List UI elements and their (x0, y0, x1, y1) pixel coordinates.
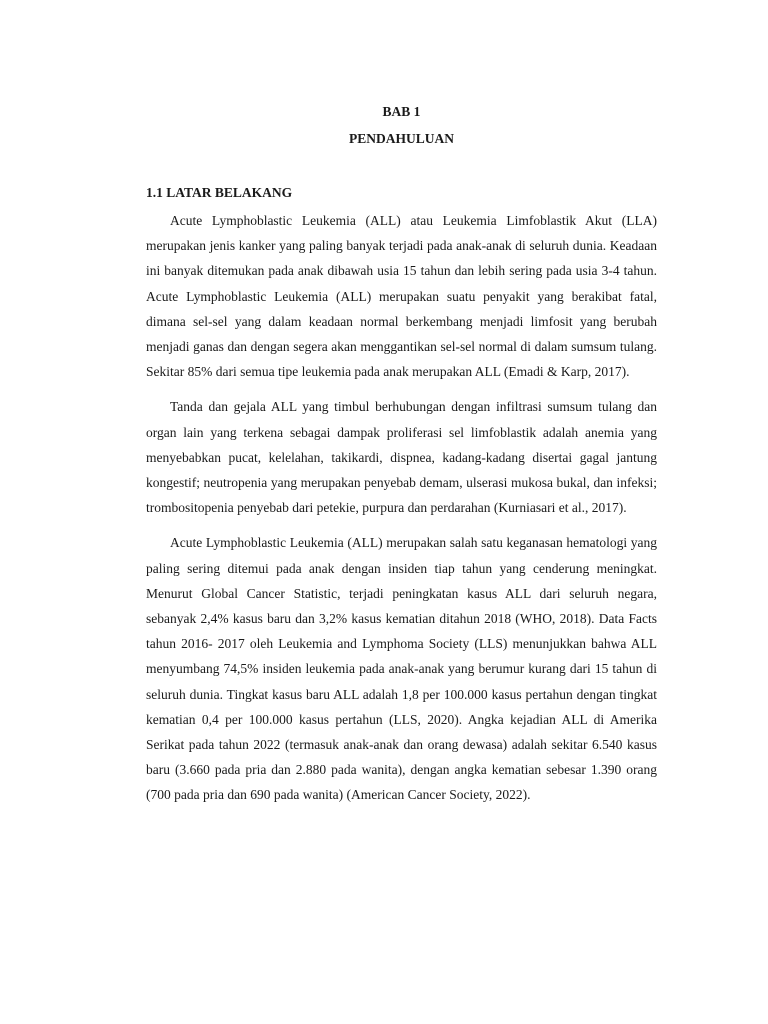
paragraph-3: Acute Lymphoblastic Leukemia (ALL) merupakan salah satu keganasan hematologi yang paling sering ditemui pada anak dengan insiden tiap tahun yang cenderung meningkat. Menurut Global Cancer Statistic, terjadi peningkatan kasus ALL dari seluruh negara, sebanyak 2,4% kasus baru dan 3,2% kasus kematian ditahun 2018 (WHO, 2018). Data Facts tahun 2016- 2017 oleh Leukemia and Lymphoma Society (LLS) menunjukkan bahwa ALL menyumbang 74,5% insiden leukemia pada anak-anak yang berumur kurang dari 15 tahun di seluruh dunia. Tingkat kasus baru ALL adalah 1,8 per 100.000 kasus pertahun dengan tingkat kematian 0,4 per 100.000 kasus pertahun (LLS, 2020). Angka kejadian ALL di Amerika Serikat pada tahun 2022 (termasuk anak-anak dan orang dewasa) adalah sekitar 6.540 kasus baru (3.660 pada pria dan 2.880 pada wanita), dengan angka kematian sebesar 1.390 orang (700 pada pria dan 690 pada wanita) (American Cancer Society, 2022). (146, 535, 657, 803)
section-heading: 1.1 LATAR BELAKANG (146, 185, 293, 200)
chapter-label: BAB 1 (382, 104, 421, 119)
document-page (146, 96, 657, 808)
chapter-title: PENDAHULUAN (348, 131, 454, 146)
paragraph-2: Tanda dan gejala ALL yang timbul berhubungan dengan infiltrasi sumsum tulang dan organ lain yang terkena sebagai dampak proliferasi sel limfoblastik adalah anemia yang menyebabkan pucat, kelelahan, takikardi, dispnea, kadang-kadang disertai gagal jantung kongestif; neutropenia yang merupakan penyebab demam, ulserasi mukosa bukal, dan infeksi; trombositopenia penyebab dari petekie, purpura dan perdarahan (Kurniasari et al., 2017). (146, 399, 657, 516)
paragraph-1: Acute Lymphoblastic Leukemia (ALL) atau Leukemia Limfoblastik Akut (LLA) merupakan jenis kanker yang paling banyak terjadi pada anak-anak di seluruh dunia. Keadaan ini banyak ditemukan pada anak dibawah usia 15 tahun dan lebih sering pada usia 3-4 tahun. Acute Lymphoblastic Leukemia (ALL) merupakan suatu penyakit yang berakibat fatal, dimana sel-sel yang dalam keadaan normal berkembang menjadi limfosit yang berubah menjadi ganas dan dengan segera akan menggantikan sel-sel normal di dalam sumsum tulang. Sekitar 85% dari semua tipe leukemia pada anak merupakan ALL (Emadi & Karp, 2017). (146, 213, 657, 380)
